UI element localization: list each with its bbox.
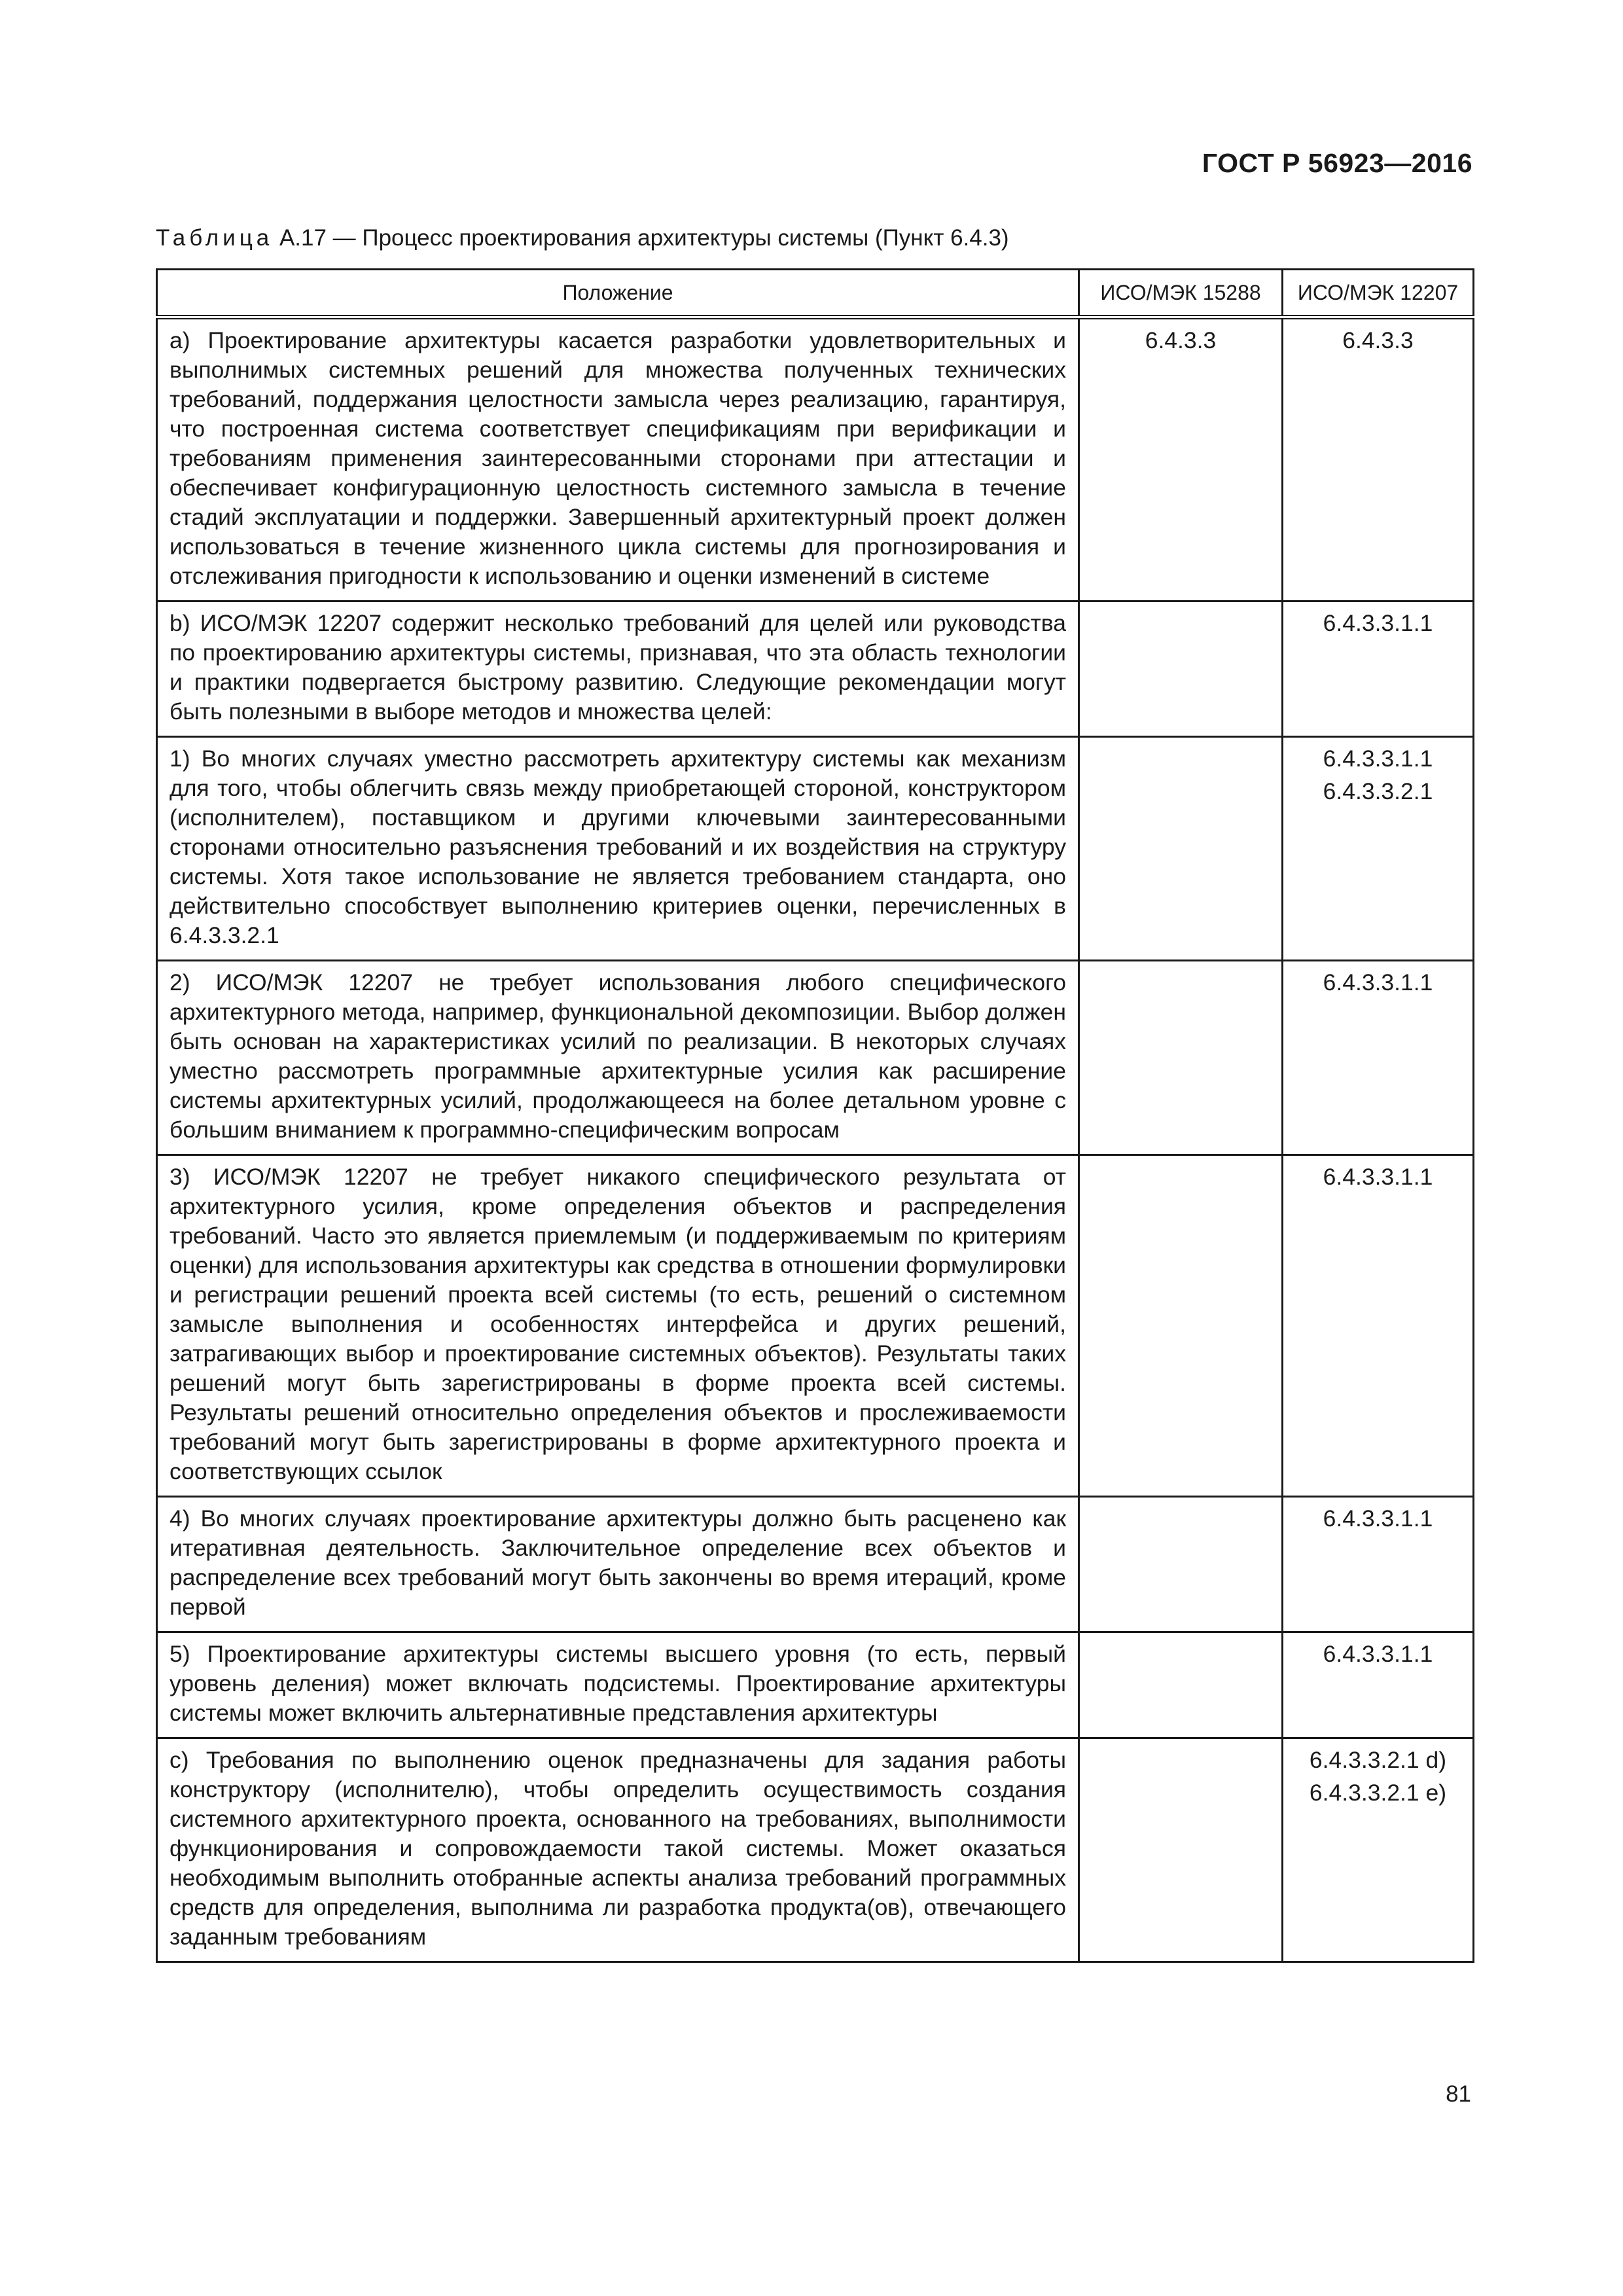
column-header-provision: Положение xyxy=(157,270,1079,317)
iso12207-ref-cell xyxy=(1283,961,1474,1155)
clause-reference: 6.4.3.3.2.1 d) xyxy=(1309,1747,1447,1773)
table-caption xyxy=(156,225,1009,251)
iso12207-ref-cell xyxy=(1283,1632,1474,1738)
clause-reference: 6.4.3.3.2.1 xyxy=(1323,778,1433,804)
clause-reference: 6.4.3.3.1.1 xyxy=(1323,745,1433,772)
table-header-row xyxy=(157,270,1474,317)
column-header-iso12207: ИСО/МЭК 12207 xyxy=(1283,270,1474,317)
table-row xyxy=(157,1632,1474,1738)
clause-reference: 6.4.3.3.1.1 xyxy=(1323,1164,1433,1190)
iso12207-ref-cell xyxy=(1283,1155,1474,1497)
iso12207-ref-cell xyxy=(1283,601,1474,737)
table-row xyxy=(157,961,1474,1155)
column-header-iso15288: ИСО/МЭК 15288 xyxy=(1079,270,1283,317)
iso12207-ref-cell xyxy=(1283,1497,1474,1632)
iso15288-ref-cell xyxy=(1079,1738,1283,1962)
clause-reference: 6.4.3.3 xyxy=(1145,327,1217,353)
iso15288-ref-cell xyxy=(1079,1155,1283,1497)
iso15288-ref-cell xyxy=(1079,601,1283,737)
iso12207-ref-cell xyxy=(1283,1738,1474,1962)
clause-reference: 6.4.3.3.1.1 xyxy=(1323,610,1433,636)
page-number: 81 xyxy=(1446,2081,1471,2107)
provision-cell: а) Проектирование архитектуры касается разработки удовлетворительных и выполнимых системных решений для множества полученных технических требований, поддержания целостности замысла через реализацию, гарантируя, что построенная система соответствует спецификациям при верификации и требованиям применения заинтересованными сторонами при аттестации и обеспечивает конфигурационную целостность системного замысла в течение стадий эксплуатации и поддержки. Завершенный архитектурный проект должен использоваться в течение жизненного цикла системы для прогнозирования и отслеживания пригодности к использованию и оценки изменений в системе xyxy=(157,317,1079,601)
requirements-table xyxy=(156,268,1474,1963)
table-row xyxy=(157,1497,1474,1632)
provision-cell: 1) Во многих случаях уместно рассмотреть архитектуру системы как механизм для того, чтобы облегчить связь между приобретающей стороной, конструктором (исполнителем), поставщиком и другими ключевыми заинтересованными сторонами относительно разъяснения требований и их воздействия на структуру системы. Хотя такое использование не является требованием стандарта, оно действительно способствует выполнению критериев оценки, перечисленных в 6.4.3.3.2.1 xyxy=(157,737,1079,961)
iso15288-ref-cell xyxy=(1079,1632,1283,1738)
clause-reference: 6.4.3.3.1.1 xyxy=(1323,1505,1433,1532)
provision-cell: b) ИСО/МЭК 12207 содержит несколько требований для целей или руководства по проектированию архитектуры системы, признавая, что эта область технологии и практики подвергается быстрому развитию. Следующие рекомендации могут быть полезными в выборе методов и множества целей: xyxy=(157,601,1079,737)
provision-cell: 2) ИСО/МЭК 12207 не требует использования любого специфического архитектурного метода, например, функциональной декомпозиции. Выбор должен быть основан на характеристиках усилий по реализации. В некоторых случаях уместно рассмотреть программные архитектурные усилия как расширение системы архитектурных усилий, продолжающееся на более детальном уровне с большим вниманием к программно-специфическим вопросам xyxy=(157,961,1079,1155)
table-row xyxy=(157,737,1474,961)
iso12207-ref-cell xyxy=(1283,317,1474,601)
clause-reference: 6.4.3.3.1.1 xyxy=(1323,969,1433,996)
table-row xyxy=(157,601,1474,737)
iso15288-ref-cell xyxy=(1079,1497,1283,1632)
standard-code: ГОСТ Р 56923—2016 xyxy=(1202,148,1472,178)
iso15288-ref-cell xyxy=(1079,961,1283,1155)
iso12207-ref-cell xyxy=(1283,737,1474,961)
table-row xyxy=(157,1738,1474,1962)
provision-cell: 3) ИСО/МЭК 12207 не требует никакого специфического результата от архитектурного усилия, кроме определения объектов и распределения требований. Часто это является приемлемым (и поддерживаемым по критериям оценки) для использования архитектуры как средства в отношении формулировки и регистрации решений проекта всей системы (то есть, решений о системном замысле выполнения и особенностях интерфейса и других решений, затрагивающих выбор и проектирование системных объектов). Результаты таких решений могут быть зарегистрированы в форме проекта всей системы. Результаты решений относительно определения объектов и прослеживаемости требований могут быть зарегистрированы в форме архитектурного проекта и соответствующих ссылок xyxy=(157,1155,1079,1497)
table-caption-label: Таблица xyxy=(156,225,274,251)
provision-cell: 5) Проектирование архитектуры системы высшего уровня (то есть, первый уровень деления) может включать подсистемы. Проектирование архитектуры системы может включить альтернативные представления архитектуры xyxy=(157,1632,1079,1738)
clause-reference: 6.4.3.3.1.1 xyxy=(1323,1641,1433,1667)
iso15288-ref-cell xyxy=(1079,317,1283,601)
provision-cell: 4) Во многих случаях проектирование архитектуры должно быть расценено как итеративная деятельность. Заключительное определение всех объектов и распределение всех требований могут быть закончены во время итераций, кроме первой xyxy=(157,1497,1079,1632)
clause-reference: 6.4.3.3.2.1 e) xyxy=(1309,1780,1447,1806)
table-caption-text: А.17 — Процесс проектирования архитектуры системы (Пункт 6.4.3) xyxy=(273,225,1009,251)
table-row xyxy=(157,1155,1474,1497)
clause-reference: 6.4.3.3 xyxy=(1342,327,1414,353)
table-row xyxy=(157,317,1474,601)
iso15288-ref-cell xyxy=(1079,737,1283,961)
provision-cell: с) Требования по выполнению оценок предназначены для задания работы конструктору (исполнителю), чтобы определить осуществимость создания системного архитектурного проекта, основанного на требованиях, выполнимости функционирования и сопровождаемости такой системы. Может оказаться необходимым выполнить отобранные аспекты анализа требований программных средств для определения, выполнима ли разработка продукта(ов), отвечающего заданным требованиям xyxy=(157,1738,1079,1962)
